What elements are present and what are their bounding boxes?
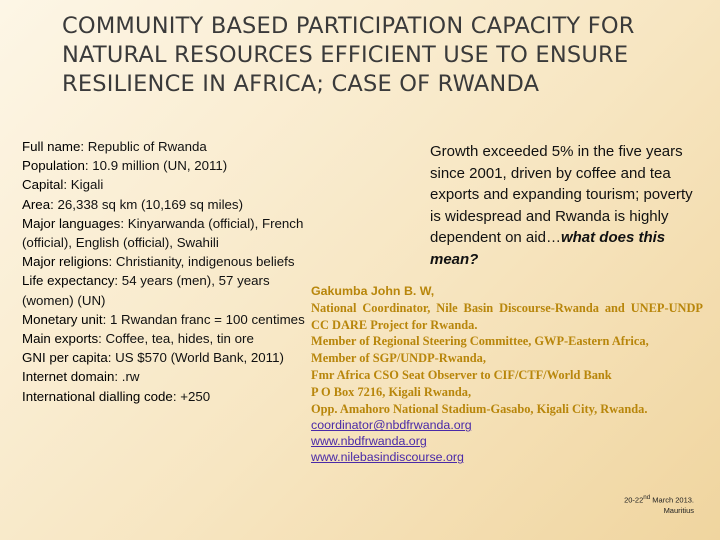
website-link[interactable]: www.nbdfrwanda.org — [311, 434, 427, 449]
slide-title: COMMUNITY BASED PARTICIPATION CAPACITY FOR NATURAL RESOURCES EFFICIENT USE TO ENSURE RESILIENCE IN AFRICA; CASE OF RWANDA — [62, 13, 635, 97]
fact-value: Christianity, indigenous beliefs — [115, 254, 295, 270]
fact-label: Full name — [22, 139, 81, 154]
fact-label: Major languages — [22, 215, 121, 231]
country-facts — [22, 137, 307, 406]
date-day: 20-22 — [624, 495, 644, 505]
fact-value: .rw — [121, 369, 140, 385]
fact-capital: Capital: Kigali — [22, 177, 104, 193]
fact-label: International dialling code — [22, 388, 173, 404]
contact-line: Opp. Amahoro National Stadium-Gasabo, Kigali City, Rwanda. — [311, 401, 648, 416]
fact-dialling-code: International dialling code: +250 — [22, 388, 211, 404]
fact-value: +250 — [180, 388, 211, 404]
contact-line: Member of SGP/UNDP-Rwanda, — [311, 351, 486, 366]
fact-label: Monetary unit — [22, 311, 103, 327]
fact-population: Population: 10.9 million (UN, 2011) — [22, 158, 228, 174]
date-month-year: March 2013. — [650, 495, 694, 505]
email-link[interactable]: coordinator@nbdfrwanda.org — [311, 418, 472, 433]
fact-value: 54 years (men), 57 years (women) (UN) — [22, 273, 270, 308]
fact-religions: Major religions: Christianity, indigenous beliefs — [22, 254, 295, 270]
fact-value: Coffee, tea, hides, tin ore — [105, 331, 254, 347]
fact-value: Kinyarwanda (official), French (official), English (official), Swahili — [22, 215, 304, 251]
fact-gni: GNI per capita: US $570 (World Bank, 2011) — [22, 350, 284, 366]
growth-question: what does this mean? — [430, 229, 666, 268]
fact-monetary-unit: Monetary unit: 1 Rwandan franc = 100 centimes — [22, 311, 305, 327]
event-place: Mauritius — [663, 505, 694, 515]
contact-line: Member of Regional Steering Committee, GWP-Eastern Africa, — [311, 334, 649, 349]
growth-text: Growth exceeded 5% in the five years since 2001, driven by coffee and tea exports and expanding tourism; poverty is widespread and Rwanda is highly dependent on aid… — [430, 143, 693, 246]
fact-exports: Main exports: Coffee, tea, hides, tin ore — [22, 331, 254, 347]
fact-label: Capital — [22, 177, 64, 193]
fact-label: Population — [22, 158, 85, 174]
contact-line: Fmr Africa CSO Seat Observer to CIF/CTF/World Bank — [311, 367, 612, 382]
fact-value: Republic of Rwanda — [87, 139, 207, 154]
contact-line: P O Box 7216, Kigali Rwanda, — [311, 384, 472, 399]
fact-label: Main exports — [22, 331, 99, 347]
fact-label: Major religions — [22, 254, 109, 270]
fact-languages: Major languages: Kinyarwanda (official), French (official), English (official), Swahili — [22, 215, 304, 251]
fact-label: Life expectancy — [22, 273, 115, 289]
date-suffix: nd — [643, 494, 651, 501]
event-date — [624, 493, 694, 516]
growth-statement — [430, 141, 705, 270]
presenter-name: Gakumba John B. W, — [311, 284, 435, 298]
fact-area: Area: 26,338 sq km (10,169 sq miles) — [22, 196, 243, 212]
date-line — [624, 493, 694, 506]
fact-value: US $570 (World Bank, 2011) — [115, 350, 284, 366]
website-link[interactable]: www.nilebasindiscourse.org — [311, 450, 464, 465]
contact-line: National Coordinator, Nile Basin Discourse-Rwanda and UNEP-UNDP CC DARE Project for Rwanda. — [311, 300, 703, 332]
fact-full-name: Full name: Republic of Rwanda — [22, 139, 207, 154]
fact-label: Internet domain — [22, 369, 115, 385]
fact-value: 26,338 sq km (10,169 sq miles) — [57, 196, 243, 212]
fact-value: 10.9 million (UN, 2011) — [92, 158, 228, 174]
fact-life-expectancy: Life expectancy: 54 years (men), 57 years (women) (UN) — [22, 273, 270, 308]
fact-value: Kigali — [70, 177, 104, 193]
fact-label: GNI per capita — [22, 350, 108, 366]
fact-label: Area — [22, 196, 51, 212]
fact-value: 1 Rwandan franc = 100 centimes — [109, 311, 305, 327]
contact-block — [311, 283, 703, 465]
fact-internet-domain: Internet domain: .rw — [22, 369, 140, 385]
